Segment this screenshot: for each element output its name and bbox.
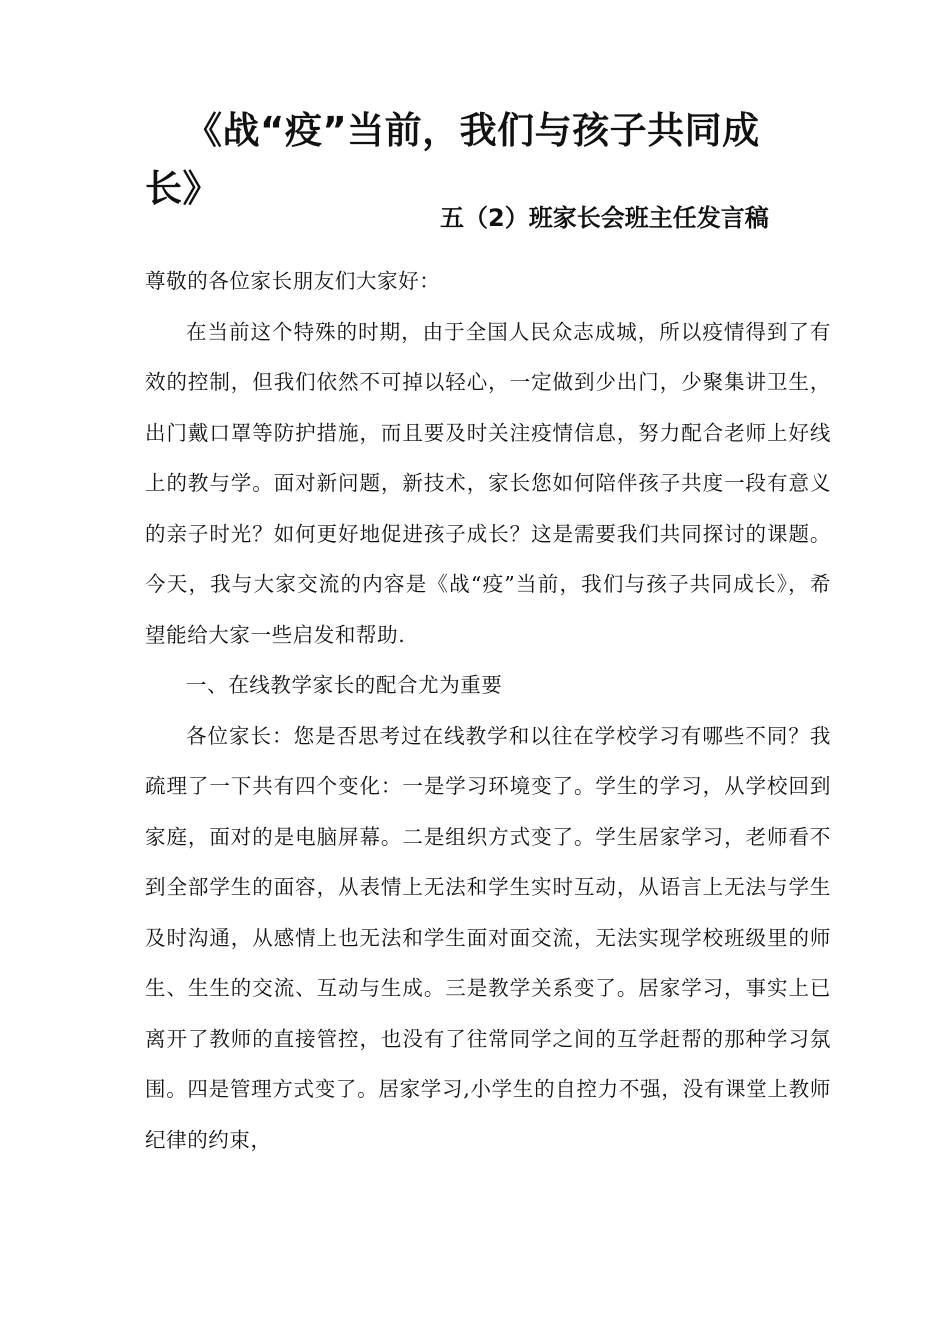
body-paragraph: 在当前这个特殊的时期，由于全国人民众志成城，所以疫情得到了有效的控制，但我们依然不可掉以轻心，一定做到少出门，少聚集讲卫生，出门戴口罩等防护措施，而且要及时关注疫情信息，努力配合老师上好线上的教与学。面对新问题，新技术，家长您如何陪伴孩子共度一段有意义的亲子时光？如何更好地促进孩子成长？这是需要我们共同探讨的课题。今天，我与大家交流的内容是《战“疫”当前，我们与孩子共同成长》，希望能给大家一些启发和帮助. — [145, 319, 831, 647]
document-subtitle: 五（2）班家长会班主任发言稿 — [440, 204, 769, 232]
document-title: 《战“疫”当前，我们与孩子共同成长》 — [145, 109, 760, 210]
greeting-paragraph: 尊敬的各位家长朋友们大家好： — [145, 269, 441, 293]
section-heading: 一、在线教学家长的配合尤为重要 — [186, 673, 503, 697]
body-paragraph: 各位家长：您是否思考过在线教学和以往在学校学习有哪些不同？我疏理了一下共有四个变化：一是学习环境变了。学生的学习，从学校回到家庭，面对的是电脑屏幕。二是组织方式变了。学生居家学习，老师看不到全部学生的面容，从表情上无法和学生实时互动，从语言上无法与学生及时沟通，从感情上也无法和学生面对面交流，无法实现学校班级里的师生、生生的交流、互动与生成。三是教学关系变了。居家学习，事实上已离开了教师的直接管控，也没有了往常同学之间的互学赶帮的那种学习氛围。四是管理方式变了。居家学习,小学生的自控力不强，没有课堂上教师纪律的约束， — [145, 723, 831, 1152]
document-body — [145, 256, 831, 1165]
